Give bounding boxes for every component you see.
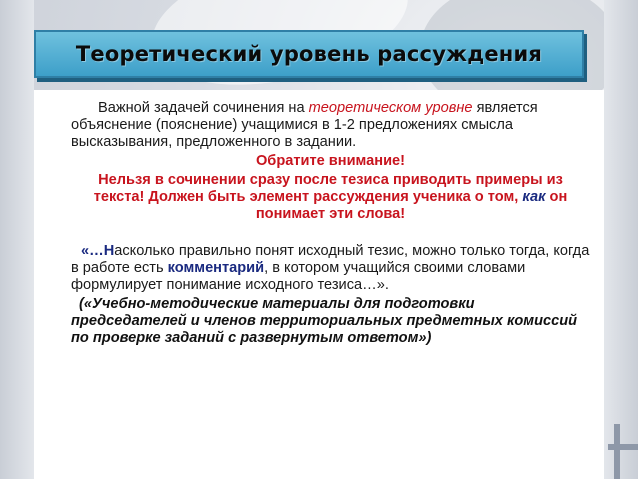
intro-paragraph	[71, 100, 590, 151]
attention-body	[71, 172, 590, 223]
source-citation	[71, 296, 590, 347]
source-text: («Учебно-методические материалы для подготовки председателей и членов территориальных предметных комиссий по проверке заданий с развернутым ответом»)	[71, 296, 578, 346]
quote-paragraph	[71, 243, 590, 294]
intro-text: Важной задачей сочинения на	[98, 100, 309, 116]
background-right-strip	[604, 0, 638, 479]
content-panel	[34, 90, 604, 479]
quote-text-rest: , в котором учащийся своими словами формулирует понимание исходного тезиса…».	[71, 260, 526, 293]
slide-title: Теоретический уровень рассуждения	[75, 42, 543, 66]
attention-text-rest: он понимает эти слова!	[255, 189, 568, 222]
attention-emphasis: как	[522, 189, 546, 205]
title-banner	[34, 30, 584, 78]
quote-text: асколько правильно понят исходный тезис, можно только тогда, когда в работе есть	[71, 243, 590, 276]
attention-text: Нельзя в сочинении сразу после тезиса приводить примеры из текста! Должен быть элемент рассуждения ученика о том,	[93, 172, 563, 205]
intro-text-rest: является объяснение (пояснение) учащимися в 1-2 предложениях смысла высказывания, предложенного в задании.	[71, 100, 538, 150]
quote-keyword: комментарий	[167, 260, 265, 276]
decorative-bar	[614, 424, 620, 479]
attention-title: Обратите внимание!	[255, 153, 406, 169]
intro-highlight: теоретическом уровне	[308, 100, 473, 116]
decorative-bar	[608, 444, 638, 450]
background-left-strip	[0, 0, 34, 479]
quote-open: «…Н	[81, 243, 115, 259]
